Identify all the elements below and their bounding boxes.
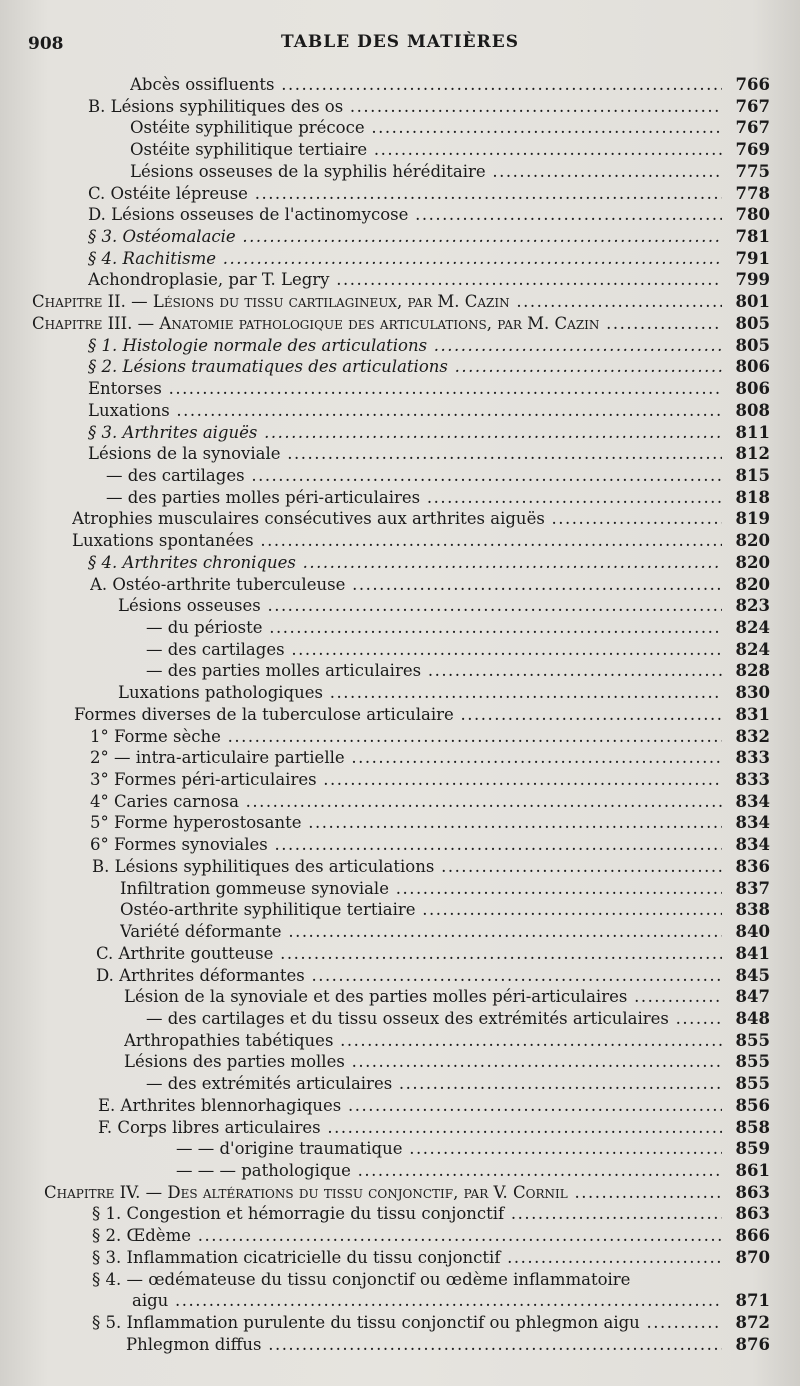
toc-entry-title: § 3. Ostéomalacie ..... bbox=[88, 226, 722, 248]
toc-entry-title: 6° Formes synoviales ..... bbox=[90, 834, 722, 856]
toc-entry-page: 876 bbox=[735, 1334, 770, 1354]
toc-entry-page: 791 bbox=[735, 248, 770, 268]
toc-entry-page: 855 bbox=[735, 1074, 770, 1094]
toc-entry-title: Luxations ..... bbox=[88, 400, 722, 422]
toc-entry-title: C. Ostéite lépreuse ..... bbox=[88, 183, 722, 205]
toc-entry-title: — des cartilages ..... bbox=[146, 639, 722, 661]
toc-entry-page: 820 bbox=[735, 552, 770, 572]
toc-entry bbox=[0, 400, 800, 422]
toc-entry-title: — des cartilages et du tissu osseux des extrémités articulaires ..... bbox=[146, 1008, 722, 1030]
toc-entry-page: 775 bbox=[735, 161, 770, 181]
toc-entry bbox=[0, 747, 800, 769]
toc-entry-title: Ostéite syphilitique précoce ..... bbox=[130, 117, 722, 139]
toc-entry-page: 847 bbox=[735, 987, 770, 1007]
toc-entry-page: 861 bbox=[735, 1161, 770, 1180]
toc-entry bbox=[0, 226, 800, 248]
toc-entry-page: 801 bbox=[735, 292, 770, 312]
toc-entry-page: 805 bbox=[735, 313, 770, 333]
toc-entry-page: 838 bbox=[735, 900, 770, 920]
toc-entry-page: 834 bbox=[735, 791, 770, 811]
toc-entry-title: B. Lésions syphilitiques des articulations ..... bbox=[92, 856, 722, 878]
toc-entry-title: D. Arthrites déformantes ..... bbox=[96, 965, 722, 987]
toc-entry-title: B. Lésions syphilitiques des os ..... bbox=[88, 96, 722, 118]
toc-entry bbox=[0, 965, 800, 987]
toc-entry-title: aigu ..... bbox=[132, 1290, 722, 1312]
toc-entry bbox=[0, 704, 800, 726]
toc-entry bbox=[0, 574, 800, 596]
toc-entry-title: § 4. Arthrites chroniques ..... bbox=[88, 552, 722, 574]
toc-entry-title: F. Corps libres articulaires ..... bbox=[98, 1117, 722, 1139]
toc-entry-page: 778 bbox=[735, 183, 770, 203]
toc-entry-page: 871 bbox=[735, 1291, 770, 1311]
toc-entry-page: 806 bbox=[735, 379, 770, 399]
toc-entry-page: 769 bbox=[735, 140, 770, 160]
toc-entry bbox=[0, 660, 800, 682]
toc-entry bbox=[0, 899, 800, 921]
toc-entry bbox=[0, 443, 800, 465]
toc-entry bbox=[0, 595, 800, 617]
toc-entry bbox=[0, 74, 800, 96]
toc-entry bbox=[0, 1008, 800, 1030]
toc-entry-title: Ostéo-arthrite syphilitique tertiaire ..... bbox=[120, 899, 722, 921]
toc-entry bbox=[0, 1073, 800, 1095]
toc-entry-title: § 3. Inflammation cicatricielle du tissu conjonctif ..... bbox=[92, 1247, 722, 1269]
toc-entry-page: 824 bbox=[735, 639, 770, 659]
toc-entry bbox=[0, 943, 800, 965]
toc-entry-title: § 4. — œdémateuse du tissu conjonctif ou œdème inflammatoire bbox=[92, 1269, 631, 1289]
toc-entry-title: Lésion de la synoviale et des parties molles péri-articulaires ..... bbox=[124, 986, 722, 1008]
toc-entry-title: § 5. Inflammation purulente du tissu conjonctif ou phlegmon aigu ..... bbox=[92, 1312, 722, 1334]
toc-entry-page: 863 bbox=[735, 1204, 770, 1224]
toc-entry-title: Infiltration gommeuse synoviale ..... bbox=[120, 878, 722, 900]
toc-entry bbox=[0, 1182, 800, 1204]
toc-entry-title: § 4. Rachitisme ..... bbox=[88, 248, 722, 270]
toc-entry-page: 766 bbox=[735, 75, 770, 94]
toc-entry-title: Lésions des parties molles ..... bbox=[124, 1051, 722, 1073]
toc-entry bbox=[0, 465, 800, 487]
toc-entry bbox=[0, 1290, 800, 1312]
toc-entry bbox=[0, 422, 800, 444]
toc-entry-title: § 1. Histologie normale des articulations ..... bbox=[88, 335, 722, 357]
toc-entry-page: 815 bbox=[735, 465, 770, 485]
toc-entry-title: Variété déformante ..... bbox=[120, 921, 722, 943]
toc-entry-page: 866 bbox=[735, 1226, 770, 1246]
toc-entry-title: Chapitre IV. — Des altérations du tissu conjonctif, par V. Cornil ..... bbox=[44, 1182, 722, 1204]
toc-entry-title: Ostéite syphilitique tertiaire ..... bbox=[130, 139, 722, 161]
toc-entry-title: Atrophies musculaires consécutives aux arthrites aiguës ..... bbox=[72, 508, 722, 530]
toc-entry-title: Abcès ossifluents ..... bbox=[130, 74, 722, 96]
toc-entry bbox=[0, 335, 800, 357]
toc-entry bbox=[0, 183, 800, 205]
toc-entry-page: 767 bbox=[735, 118, 770, 138]
toc-entry bbox=[0, 1203, 800, 1225]
toc-entry-title: Phlegmon diffus ..... bbox=[126, 1334, 722, 1356]
toc-entry-page: 780 bbox=[735, 205, 770, 225]
toc-entry bbox=[0, 269, 800, 291]
toc-entry bbox=[0, 530, 800, 552]
toc-entry-page: 767 bbox=[735, 96, 770, 116]
toc-entry-page: 823 bbox=[735, 596, 770, 616]
toc-entry-page: 840 bbox=[735, 922, 770, 942]
toc-entry-page: 820 bbox=[735, 574, 770, 594]
toc-entry-page: 848 bbox=[735, 1008, 770, 1028]
toc-entry-title: § 2. Œdème ..... bbox=[92, 1225, 722, 1247]
toc-entry-page: 781 bbox=[735, 227, 770, 247]
toc-entry-title: Arthropathies tabétiques ..... bbox=[124, 1030, 722, 1052]
toc-entry bbox=[0, 378, 800, 400]
toc-entry-page: 799 bbox=[735, 270, 770, 290]
toc-entry-title: — — d'origine traumatique ..... bbox=[176, 1138, 722, 1160]
toc-entry bbox=[0, 487, 800, 509]
toc-entry-page: 872 bbox=[735, 1313, 770, 1333]
toc-entry bbox=[0, 812, 800, 834]
toc-entry-page: 805 bbox=[735, 335, 770, 355]
toc-entry bbox=[0, 769, 800, 791]
page-number: 908 bbox=[28, 34, 64, 54]
toc-entry-page: 806 bbox=[735, 357, 770, 377]
toc-entry bbox=[0, 1312, 800, 1334]
toc-entry bbox=[0, 356, 800, 378]
toc-entry-title: C. Arthrite goutteuse ..... bbox=[96, 943, 722, 965]
toc-entry-page: 856 bbox=[735, 1095, 770, 1115]
toc-entry-title: Lésions de la synoviale ..... bbox=[88, 443, 722, 465]
toc-entry-page: 819 bbox=[735, 509, 770, 529]
toc-entry bbox=[0, 639, 800, 661]
toc-entry-page: 858 bbox=[735, 1117, 770, 1137]
toc-entry-page: 830 bbox=[735, 683, 770, 703]
toc-entry-title: 1° Forme sèche ..... bbox=[90, 726, 722, 748]
toc-entry-title: 3° Formes péri-articulaires ..... bbox=[90, 769, 722, 791]
page-title: TABLE DES MATIÈRES bbox=[280, 32, 519, 52]
toc-entry-page: 841 bbox=[735, 943, 770, 963]
toc-entry-page: 834 bbox=[735, 813, 770, 833]
toc-entry-page: 836 bbox=[735, 856, 770, 876]
toc-entry bbox=[0, 1225, 800, 1247]
toc-entry bbox=[0, 856, 800, 878]
toc-entry-title: § 3. Arthrites aiguës ..... bbox=[88, 422, 722, 444]
toc-entry bbox=[0, 96, 800, 118]
toc-entry-page: 855 bbox=[735, 1052, 770, 1072]
toc-entry-page: 834 bbox=[735, 835, 770, 855]
toc-entry-title: A. Ostéo-arthrite tuberculeuse ..... bbox=[90, 574, 722, 596]
toc-entry-page: 833 bbox=[735, 770, 770, 790]
toc-entry bbox=[0, 1117, 800, 1139]
toc-entry-title: E. Arthrites blennorhagiques ..... bbox=[98, 1095, 722, 1117]
toc-entry-title: — — — pathologique ..... bbox=[176, 1160, 722, 1182]
toc-entry bbox=[0, 878, 800, 900]
toc-entry-page: 828 bbox=[735, 661, 770, 681]
toc-entry-title: D. Lésions osseuses de l'actinomycose ..... bbox=[88, 204, 722, 226]
toc-entry bbox=[0, 248, 800, 270]
toc-entry-title: Lésions osseuses ..... bbox=[118, 595, 722, 617]
toc-entry-title: — du périoste ..... bbox=[146, 617, 722, 639]
toc-entry-page: 855 bbox=[735, 1030, 770, 1050]
toc-entry-title: Luxations spontanées ..... bbox=[72, 530, 722, 552]
toc-entry bbox=[0, 791, 800, 813]
toc-entry-title: 2° — intra-articulaire partielle ..... bbox=[90, 747, 722, 769]
toc-entry-title: Achondroplasie, par T. Legry ..... bbox=[88, 269, 722, 291]
toc-entry-page: 833 bbox=[735, 748, 770, 768]
toc-entry bbox=[0, 1334, 800, 1356]
toc-entry bbox=[0, 117, 800, 139]
toc-entry-page: 820 bbox=[735, 531, 770, 551]
toc-entry bbox=[0, 726, 800, 748]
toc-entry bbox=[0, 139, 800, 161]
toc-entry-title: Chapitre III. — Anatomie pathologique des articulations, par M. Cazin ..... bbox=[32, 313, 722, 335]
toc-entry bbox=[0, 986, 800, 1008]
toc-entry bbox=[0, 161, 800, 183]
toc-entry bbox=[0, 313, 800, 335]
toc-entry-page: 859 bbox=[735, 1139, 770, 1159]
toc-entry bbox=[0, 617, 800, 639]
toc-entry bbox=[0, 1269, 800, 1291]
toc-entry bbox=[0, 204, 800, 226]
toc-entry bbox=[0, 1051, 800, 1073]
toc-entry-page: 837 bbox=[735, 878, 770, 898]
toc-entry-page: 818 bbox=[735, 487, 770, 507]
toc-entry bbox=[0, 552, 800, 574]
toc-entry-page: 832 bbox=[735, 726, 770, 746]
toc-entry bbox=[0, 1247, 800, 1269]
toc-entry-page: 812 bbox=[735, 444, 770, 464]
toc-entry-title: Formes diverses de la tuberculose articulaire ..... bbox=[74, 704, 722, 726]
toc-entry bbox=[0, 1138, 800, 1160]
toc-entry-title: — des cartilages ..... bbox=[106, 465, 722, 487]
toc-entry-title: — des parties molles articulaires ..... bbox=[146, 660, 722, 682]
toc-entry-title: Luxations pathologiques ..... bbox=[118, 682, 722, 704]
toc-entry-title: — des extrémités articulaires ..... bbox=[146, 1073, 722, 1095]
toc-entry-title: Entorses ..... bbox=[88, 378, 722, 400]
toc-entry-title: § 1. Congestion et hémorragie du tissu conjonctif ..... bbox=[92, 1203, 722, 1225]
toc-entry-page: 824 bbox=[735, 618, 770, 637]
toc-entry-title: 4° Caries carnosa ..... bbox=[90, 791, 722, 813]
toc-entry bbox=[0, 921, 800, 943]
toc-entry-title: Chapitre II. — Lésions du tissu cartilagineux, par M. Cazin ..... bbox=[32, 291, 722, 313]
toc-entry-page: 811 bbox=[735, 422, 770, 442]
toc-entry-page: 845 bbox=[735, 965, 770, 985]
toc-entry bbox=[0, 1030, 800, 1052]
toc-entry-page: 870 bbox=[735, 1247, 770, 1267]
page-header bbox=[0, 34, 800, 58]
toc-entry-title: 5° Forme hyperostosante ..... bbox=[90, 812, 722, 834]
toc-entry bbox=[0, 508, 800, 530]
toc-entry-page: 831 bbox=[735, 704, 770, 724]
toc-entry-page: 863 bbox=[735, 1182, 770, 1202]
toc-entry bbox=[0, 1160, 800, 1182]
toc-entry-title: § 2. Lésions traumatiques des articulations ..... bbox=[88, 356, 722, 378]
toc-entry bbox=[0, 291, 800, 313]
toc-entry-page: 808 bbox=[735, 400, 770, 420]
toc-entry-title: Lésions osseuses de la syphilis héréditaire ..... bbox=[130, 161, 722, 183]
toc-entry-title: — des parties molles péri-articulaires ..... bbox=[106, 487, 722, 509]
toc-entry bbox=[0, 834, 800, 856]
toc-entry bbox=[0, 682, 800, 704]
toc-entry bbox=[0, 1095, 800, 1117]
